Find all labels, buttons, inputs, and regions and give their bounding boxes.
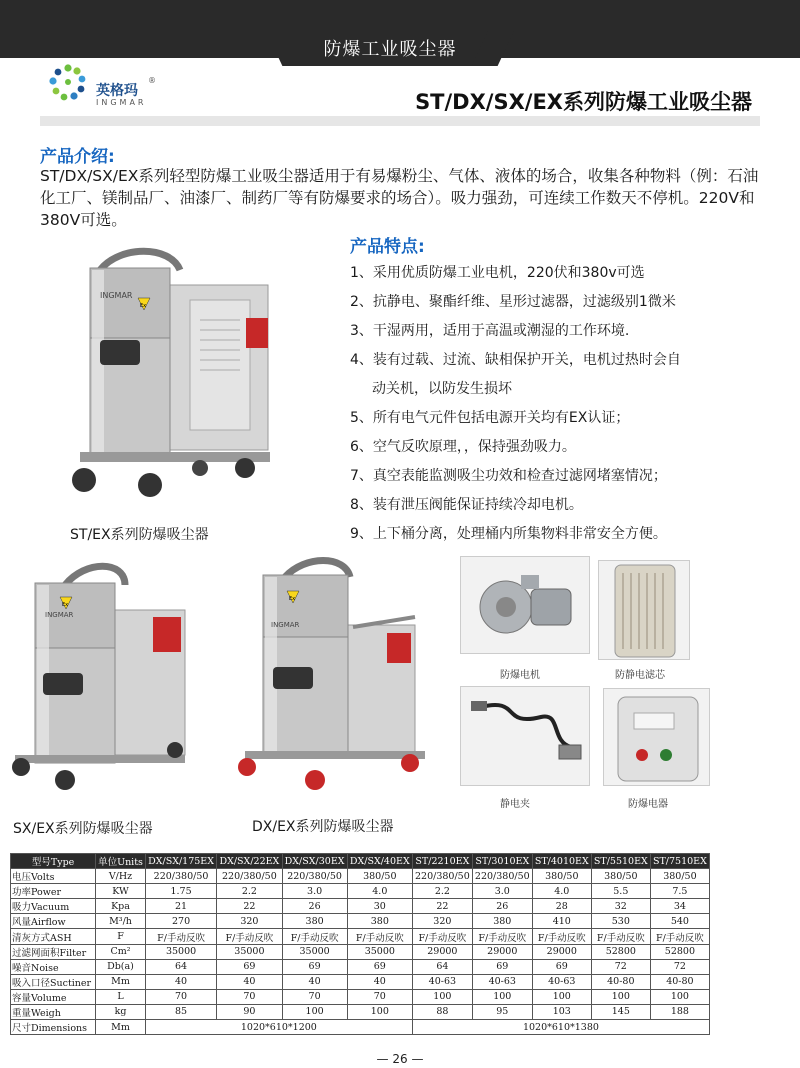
table-cell: 64 (412, 959, 472, 974)
table-cell: 380/50 (532, 869, 591, 884)
table-cell: 90 (217, 1004, 282, 1019)
table-cell: 188 (650, 1004, 709, 1019)
table-header-cell: DX/SX/22EX (217, 854, 282, 869)
table-cell: F (96, 929, 146, 944)
table-row (11, 884, 710, 899)
table-cell: 29000 (472, 944, 532, 959)
table-cell: 540 (650, 914, 709, 929)
st-ex-mark: Ex (140, 303, 147, 309)
sx-machine-brand: INGMAR (45, 611, 74, 619)
table-cell: 220/380/50 (217, 869, 282, 884)
table-cell: 320 (217, 914, 282, 929)
table-cell: Kpa (96, 899, 146, 914)
table-cell: F/手动反吹 (591, 929, 650, 944)
table-cell: 69 (472, 959, 532, 974)
table-cell: 26 (472, 899, 532, 914)
table-cell: 220/380/50 (282, 869, 347, 884)
electrical-caption: 防爆电器 (628, 799, 668, 810)
table-cell: 4.0 (532, 884, 591, 899)
table-cell: 7.5 (650, 884, 709, 899)
table-cell: F/手动反吹 (145, 929, 216, 944)
table-cell: 220/380/50 (145, 869, 216, 884)
table-cell: 重量Weigh (11, 1004, 96, 1019)
table-row (11, 899, 710, 914)
table-cell: V/Hz (96, 869, 146, 884)
table-cell: 40 (145, 974, 216, 989)
table-cell: 吸入口径Suctiner (11, 974, 96, 989)
dx-caption: DX/EX系列防爆吸尘器 (252, 819, 394, 835)
sx-caption: SX/EX系列防爆吸尘器 (13, 821, 153, 837)
table-cell: 70 (217, 989, 282, 1004)
table-cell: 35000 (347, 944, 412, 959)
table-cell: 40 (217, 974, 282, 989)
spec-table-body (11, 869, 710, 1020)
table-cell: 34 (650, 899, 709, 914)
table-cell: 320 (412, 914, 472, 929)
table-cell: kg (96, 1004, 146, 1019)
table-cell: 380 (282, 914, 347, 929)
st-machine-brand: INGMAR (100, 291, 133, 300)
table-cell: 30 (347, 899, 412, 914)
table-cell: 95 (472, 1004, 532, 1019)
feature-item: 动关机，以防发生损坏 (372, 381, 512, 397)
spec-table (10, 853, 710, 1035)
table-cell: KW (96, 884, 146, 899)
table-cell: 270 (145, 914, 216, 929)
table-cell: 103 (532, 1004, 591, 1019)
table-cell: 40-80 (650, 974, 709, 989)
page-number: — 26 — (376, 1052, 424, 1066)
table-cell: 52800 (591, 944, 650, 959)
table-cell: M³/h (96, 914, 146, 929)
table-cell: 40-63 (532, 974, 591, 989)
header-tab (290, 30, 490, 66)
page-title: ST/DX/SX/EX系列防爆工业吸尘器 (415, 90, 752, 114)
table-row (11, 914, 710, 929)
table-cell: 100 (347, 1004, 412, 1019)
table-cell: 72 (591, 959, 650, 974)
table-row (11, 974, 710, 989)
table-cell: 26 (282, 899, 347, 914)
table-cell: 29000 (532, 944, 591, 959)
registered-mark: ® (148, 76, 156, 85)
table-cell: 22 (217, 899, 282, 914)
table-header-cell: 单位Units (96, 854, 146, 869)
brand-name-en: INGMAR (96, 98, 147, 107)
table-cell: Mm (96, 1020, 146, 1035)
table-cell: 32 (591, 899, 650, 914)
dx-ex-mark: Ex (289, 596, 296, 602)
table-cell: 22 (412, 899, 472, 914)
table-cell: 40-80 (591, 974, 650, 989)
sx-vacuum-image (5, 555, 190, 790)
table-cell: 40 (347, 974, 412, 989)
table-cell: F/手动反吹 (532, 929, 591, 944)
table-row (11, 989, 710, 1004)
table-cell: 吸力Vacuum (11, 899, 96, 914)
feature-item: 9、上下桶分离，处理桶内所集物料非常安全方便。 (350, 526, 667, 542)
table-cell: 3.0 (282, 884, 347, 899)
table-cell: Db(a) (96, 959, 146, 974)
filter-caption: 防静电滤芯 (615, 670, 665, 681)
table-cell: 380 (472, 914, 532, 929)
table-cell: 69 (532, 959, 591, 974)
header-tab-title: 防爆工业吸尘器 (323, 39, 457, 60)
intro-heading: 产品介绍: (40, 147, 115, 167)
table-cell: 风量Airflow (11, 914, 96, 929)
table-cell: 过滤网面积Filter (11, 944, 96, 959)
feature-item: 2、抗静电、聚酯纤维、星形过滤器，过滤级别1微米 (350, 294, 676, 310)
table-header-cell: 型号Type (11, 854, 96, 869)
table-cell: 2.2 (412, 884, 472, 899)
table-cell: 69 (347, 959, 412, 974)
table-cell: 容量Volume (11, 989, 96, 1004)
table-cell: 35000 (145, 944, 216, 959)
sx-ex-mark: Ex (62, 602, 69, 608)
table-cell: 64 (145, 959, 216, 974)
table-cell: 100 (591, 989, 650, 1004)
table-cell: F/手动反吹 (347, 929, 412, 944)
table-cell: 145 (591, 1004, 650, 1019)
feature-item: 7、真空表能监测吸尘功效和检查过滤网堵塞情况； (350, 468, 667, 484)
table-cell: 100 (532, 989, 591, 1004)
table-cell: 功率Power (11, 884, 96, 899)
table-cell: 380/50 (591, 869, 650, 884)
brand-name: 英格玛 (96, 83, 138, 99)
table-cell: 1020*610*1380 (412, 1020, 709, 1035)
feature-item: 1、采用优质防爆工业电机，220伏和380v可选 (350, 265, 645, 281)
table-header-cell: ST/7510EX (650, 854, 709, 869)
dx-vacuum-image (235, 555, 435, 795)
feature-item: 8、装有泄压阀能保证持续冷却电机。 (350, 497, 583, 513)
table-header-cell: DX/SX/30EX (282, 854, 347, 869)
table-cell: 69 (282, 959, 347, 974)
table-cell: 380 (347, 914, 412, 929)
table-cell: 70 (347, 989, 412, 1004)
table-cell: 21 (145, 899, 216, 914)
table-cell: 29000 (412, 944, 472, 959)
table-cell: 4.0 (347, 884, 412, 899)
table-cell: 1.75 (145, 884, 216, 899)
table-cell: 40-63 (472, 974, 532, 989)
table-row (11, 944, 710, 959)
table-cell: 69 (217, 959, 282, 974)
title-divider (40, 116, 760, 126)
table-header-cell: ST/4010EX (532, 854, 591, 869)
table-cell: 380/50 (347, 869, 412, 884)
table-cell: 35000 (217, 944, 282, 959)
clamp-caption: 静电夹 (500, 799, 530, 810)
feature-item: 5、所有电气元件包括电源开关均有EX认证； (350, 410, 630, 426)
table-cell: 尺寸Dimensions (11, 1020, 96, 1035)
table-cell: 1020*610*1200 (145, 1020, 412, 1035)
table-row (11, 929, 710, 944)
table-cell: 2.2 (217, 884, 282, 899)
table-cell: 70 (145, 989, 216, 1004)
table-cell: 40-63 (412, 974, 472, 989)
table-cell: 3.0 (472, 884, 532, 899)
explosion-proof-motor-photo (460, 556, 590, 654)
table-cell: 410 (532, 914, 591, 929)
table-header-cell: DX/SX/175EX (145, 854, 216, 869)
table-cell: 28 (532, 899, 591, 914)
table-header-cell: ST/5510EX (591, 854, 650, 869)
table-cell: 35000 (282, 944, 347, 959)
intro-text: ST/DX/SX/EX系列轻型防爆工业吸尘器适用于有易爆粉尘、气体、液体的场合，收集各种物料（例：石油化工厂、镁制品厂、油漆厂、制药厂等有防爆要求的场合）。吸力强劲，可连续工作数天不停机。220V和380V可选。 (40, 167, 759, 229)
table-cell: 100 (650, 989, 709, 1004)
table-cell: Cm² (96, 944, 146, 959)
table-header-cell: ST/3010EX (472, 854, 532, 869)
table-cell: 85 (145, 1004, 216, 1019)
table-cell: 530 (591, 914, 650, 929)
table-cell: Mm (96, 974, 146, 989)
table-cell: 清灰方式ASH (11, 929, 96, 944)
feature-item: 4、装有过载、过流、缺相保护开关，电机过热时会自 (350, 352, 681, 368)
table-cell: 100 (472, 989, 532, 1004)
table-cell: L (96, 989, 146, 1004)
table-cell: 100 (412, 989, 472, 1004)
static-clamp-photo (460, 686, 590, 786)
dx-machine-brand: INGMAR (271, 621, 300, 629)
features-heading: 产品特点: (350, 237, 425, 257)
table-cell: 88 (412, 1004, 472, 1019)
table-row (11, 869, 710, 884)
table-row (11, 1004, 710, 1019)
st-caption: ST/EX系列防爆吸尘器 (70, 527, 209, 543)
table-cell: 220/380/50 (412, 869, 472, 884)
table-cell: 电压Volts (11, 869, 96, 884)
table-header-cell: DX/SX/40EX (347, 854, 412, 869)
table-cell: 100 (282, 1004, 347, 1019)
table-row (11, 959, 710, 974)
motor-caption: 防爆电机 (500, 670, 540, 681)
table-cell: 70 (282, 989, 347, 1004)
table-cell: 40 (282, 974, 347, 989)
explosion-proof-electrical-photo (603, 688, 710, 786)
antistatic-filter-photo (598, 560, 690, 660)
table-cell: 5.5 (591, 884, 650, 899)
st-vacuum-image (60, 240, 290, 505)
table-header-row (11, 854, 710, 869)
feature-item: 6、空气反吹原理，，保持强劲吸力。 (350, 439, 576, 455)
features-list (350, 262, 780, 552)
table-cell: F/手动反吹 (650, 929, 709, 944)
table-cell: F/手动反吹 (282, 929, 347, 944)
table-row (11, 1020, 710, 1035)
table-header-cell: ST/2210EX (412, 854, 472, 869)
table-cell: F/手动反吹 (217, 929, 282, 944)
table-cell: 52800 (650, 944, 709, 959)
table-cell: F/手动反吹 (412, 929, 472, 944)
table-cell: 72 (650, 959, 709, 974)
table-cell: 380/50 (650, 869, 709, 884)
table-cell: 220/380/50 (472, 869, 532, 884)
table-cell: 噪音Noise (11, 959, 96, 974)
feature-item: 3、干湿两用，适用于高温或潮湿的工作环境. (350, 323, 630, 339)
table-cell: F/手动反吹 (472, 929, 532, 944)
